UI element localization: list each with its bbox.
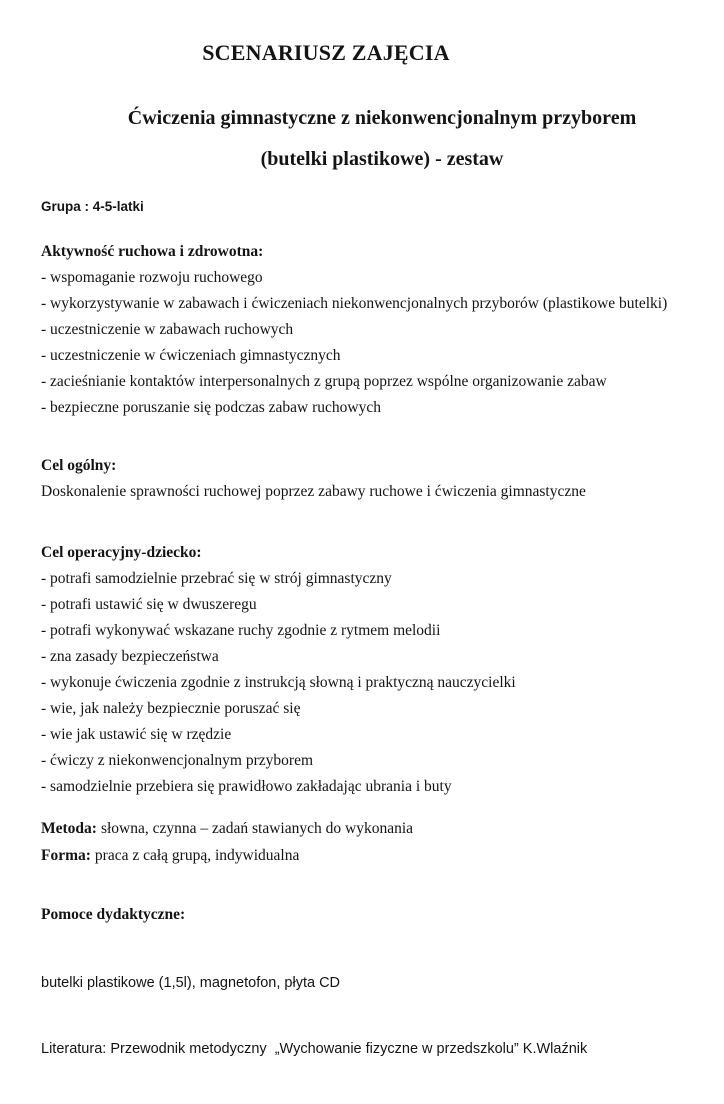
section-general-goal (41, 453, 718, 505)
activity-item: - bezpieczne poruszanie się podczas zabaw ruchowych (41, 399, 381, 416)
general-goal-body: Doskonalenie sprawności ruchowej poprzez zabawy ruchowe i ćwiczenia gimnastyczne (41, 483, 586, 500)
operational-goal-item: - potrafi samodzielnie przebrać się w strój gimnastyczny (41, 570, 392, 587)
method-line (41, 815, 718, 842)
operational-goal-item: - ćwiczy z niekonwencjonalnym przyborem (41, 752, 314, 769)
activity-heading: Aktywność ruchowa i zdrowotna: (41, 243, 264, 260)
activity-item: - zacieśnianie kontaktów interpersonalnych z grupą poprzez wspólne organizowanie zabaw (41, 373, 607, 390)
method-text: słowna, czynna – zadań stawianych do wykonania (100, 820, 414, 837)
operational-goal-item: - potrafi ustawić się w dwuszeregu (41, 596, 257, 613)
section-method-form (41, 815, 718, 869)
form-label: Forma: (41, 847, 91, 864)
subtitle-line-2: (butelki plastikowe) - zestaw (260, 148, 504, 170)
subtitle-line-1: Ćwiczenia gimnastyczne z niekonwencjonalnym przyborem (127, 107, 637, 129)
section-operational-goal (41, 540, 718, 800)
operational-goal-item: - wie, jak należy bezpiecznie poruszać się (41, 700, 301, 717)
literature-line: Literatura: Przewodnik metodyczny „Wychowanie fizyczne w przedszkolu” K.Wlaźnik (41, 1041, 588, 1057)
aids-heading: Pomoce dydaktyczne: (41, 905, 186, 923)
aids-lines (41, 928, 718, 1104)
section-activity (41, 239, 718, 421)
operational-goal-item: - wie jak ustawić się w rzędzie (41, 726, 232, 743)
operational-goal-item: - wykonuje ćwiczenia zgodnie z instrukcją słowną i praktyczną nauczycielki (41, 674, 516, 691)
activity-item: - wykorzystywanie w zabawach i ćwiczeniach niekonwencjonalnych przyborów (plastikowe butelki) (41, 295, 668, 312)
general-goal-heading: Cel ogólny: (41, 457, 117, 474)
group-label: Grupa : 4-5-latki (41, 199, 144, 214)
operational-goal-item: - potrafi wykonywać wskazane ruchy zgodnie z rytmem melodii (41, 622, 441, 639)
document-subtitle (40, 98, 724, 180)
form-line (41, 842, 718, 869)
operational-goal-item: - zna zasady bezpieczeństwa (41, 648, 219, 665)
activity-item: - uczestniczenie w zabawach ruchowych (41, 321, 294, 338)
operational-goal-item: - samodzielnie przebiera się prawidłowo zakładając ubrania i buty (41, 778, 452, 795)
method-label: Metoda: (41, 820, 97, 837)
operational-goal-heading: Cel operacyjny-dziecko: (41, 544, 202, 561)
form-text: praca z całą grupą, indywidualna (94, 847, 300, 864)
materials-line: butelki plastikowe (1,5l), magnetofon, płyta CD (41, 975, 341, 991)
activity-item: - wspomaganie rozwoju ruchowego (41, 269, 263, 286)
activity-item: - uczestniczenie w ćwiczeniach gimnastycznych (41, 347, 341, 364)
document-title: SCENARIUSZ ZAJĘCIA (202, 40, 450, 65)
